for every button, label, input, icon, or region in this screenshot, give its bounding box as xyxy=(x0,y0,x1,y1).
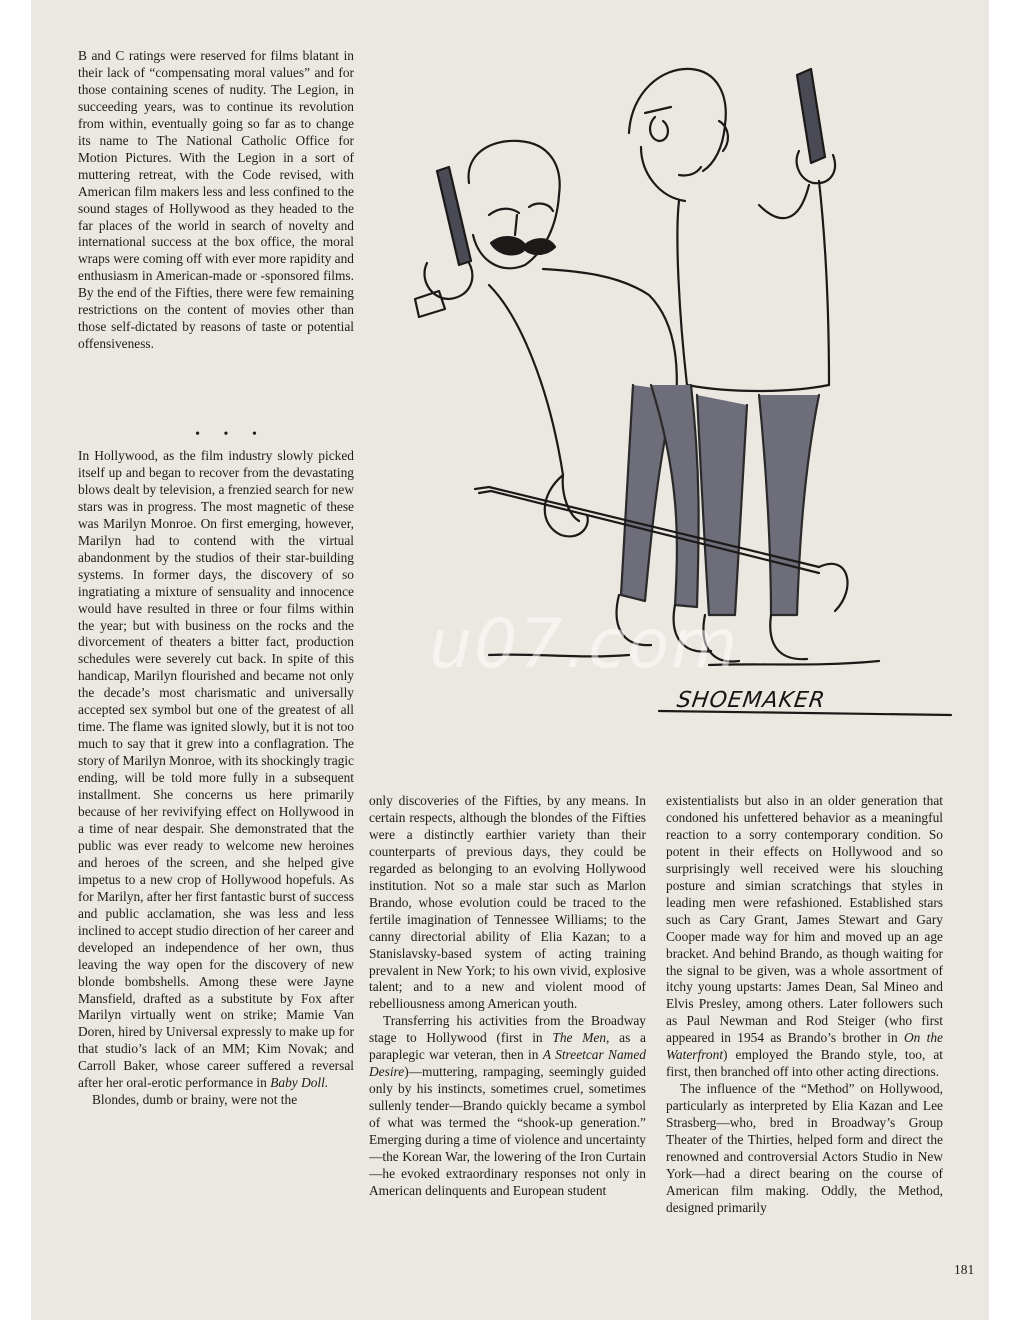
paragraph-hollywood-text: In Hollywood, as the film industry slowly picked itself up and began to recover from the devastating blows dealt by television, a frenzied search for new stars was in progress. The most magnetic of these was Marilyn Monroe. On first emerging, however, Marilyn had to contend with the virtual abandonment by the studios of their star-building systems. In former days, the discovery of so ingratiating a mixture of sensuality and innocence would have resulted in three or four films within the year; but with business on the rocks and the divorcement of theaters a bitter fact, production schedules were severely cut back. In spite of this handicap, Marilyn flourished and became not only the decade’s most charismatic and universally accepted sex symbol but one of the greatest of all time. The flame was ignited slowly, but it is not too much to say that it grew into a conflagration. The story of Marilyn Monroe, with its shockingly tragic ending, will be told more fully in a subsequent installment. She concerns us here primarily because of her revivifying effect on Hollywood in a time of near despair. She demonstrated that the public was ever ready to welcome new heroines and heroes of the screen, and she helped give impetus to a new crop of Hollywood hopefuls. As for Marilyn, after her first fantastic burst of success and public acclamation, she was less and less inclined to accept studio direction of her career and developed an independence of her own, thus leaving the way open for the discovery of new blonde bombshells. Among these were Jayne Mansfield, drafted as a substitute by Fox after Marilyn virtually went on strike; Mamie Van Doren, hired by Universal expressly to make up for that studio’s lack of an MM; Kim Novak; and Carroll Baker, whose career suffered a reversal after her oral-erotic performance in xyxy=(78,448,354,1091)
watermark: u07.com xyxy=(429,605,740,684)
section-break: • • • xyxy=(195,427,267,442)
text-run: Transferring his activities from the Broadway stage to Hollywood (first in xyxy=(369,1013,646,1046)
column-3 xyxy=(666,793,943,1217)
page-number: 181 xyxy=(954,1262,975,1277)
film-title-waterfront: On the Waterfront xyxy=(666,1030,943,1063)
paragraph-brando xyxy=(369,1013,646,1199)
column-2 xyxy=(369,793,646,1200)
film-title-baby-doll: Baby Doll. xyxy=(270,1075,329,1091)
film-title-the-men: The Men, xyxy=(552,1030,610,1046)
paragraph-existentialists xyxy=(666,793,943,1081)
artist-signature: SHOEMAKER xyxy=(675,688,828,713)
column-1-bottom xyxy=(78,448,354,1109)
paragraph-blondes: Blondes, dumb or brainy, were not the xyxy=(92,1092,298,1108)
paragraph-hollywood xyxy=(78,448,354,1092)
column-1-top xyxy=(78,48,354,353)
paragraph-discoveries: only discoveries of the Fifties, by any means. In certain respects, although the blondes of the Fifties were a distinctly earthier variety than their counterparts of previous days, they could be regarded as belonging to an evolving Hollywood institution. Not so a male star such as Marlon Brando, whose evolution could be traced to the fertile imagination of Tennessee Williams; to the canny directorial ability of Elia Kazan; to a Stanislavsky-based system of acting training prevalent in New York; to his own vivid, explosive talent; and to a new and violent mood of rebelliousness among American youth. xyxy=(369,793,646,1012)
text-run: existentialists but also in an older generation that condoned his unfettered behavior as a meaningful reaction to a sorry contemporary condition. So potent in their effects on Hollywood and so surprisingly well received were his slouching posture and simian scratchings that styles in leading men were refashioned. Established stars such as Cary Grant, James Stewart and Gary Cooper made way for him and moved up an age bracket. And behind Brando, as though waiting for the signal to be given, was a whole assortment of itchy young upstarts: James Dean, Sal Mineo and Elvis Presley, among others. Later followers such as Paul Newman and Rod Steiger (who first appeared in 1954 as Brando’s brother in xyxy=(666,793,943,1046)
text-run: )—muttering, rampaging, seemingly guided only by his instincts, sometimes cruel, sometimes sullenly tender—Brando quickly became a symbol of what was termed the “shook-up generation.” Emerging during a time of violence and uncertainty—the Korean War, the lowering of the Iron Curtain—he evoked extraordinary responses not only in American delinquents and European student xyxy=(369,1064,646,1198)
text-run: ) employed the Brando style, too, at first, then branched off into other acting directions. xyxy=(666,1047,943,1080)
magazine-page xyxy=(31,0,989,1320)
text-run: as a paraplegic war veteran, then in xyxy=(369,1030,646,1063)
film-title-streetcar: A Streetcar Named Desire xyxy=(369,1047,646,1080)
paragraph-method: The influence of the “Method” on Hollywood, particularly as interpreted by Elia Kazan and Lee Strasberg—who, bred in Broadway’s Group Theater of the Thirties, helped form and direct the renowned and controversial Actors Studio in New York—had a direct bearing on the course of American film making. Oddly, the Method, designed primarily xyxy=(666,1081,943,1215)
paragraph-ratings: B and C ratings were reserved for films blatant in their lack of “compensating moral values” and for those containing scenes of nudity. The Legion, in succeeding years, was to continue its revolution from within, eventually going so far as to change its name to The National Catholic Office for Motion Pictures. With the Legion in a sort of muttering retreat, with the Code revised, with American film makers less and less confined to the sound stages of Hollywood as they headed to the far places of the world in search of novelty and international success at the box office, the moral wraps were coming off with ever more rapidity and enthusiasm in American-made or -sponsored films. By the end of the Fifties, there were few remaining restrictions on the content of movies other than those self-dictated by reasons of taste or potential offensiveness. xyxy=(78,48,354,352)
